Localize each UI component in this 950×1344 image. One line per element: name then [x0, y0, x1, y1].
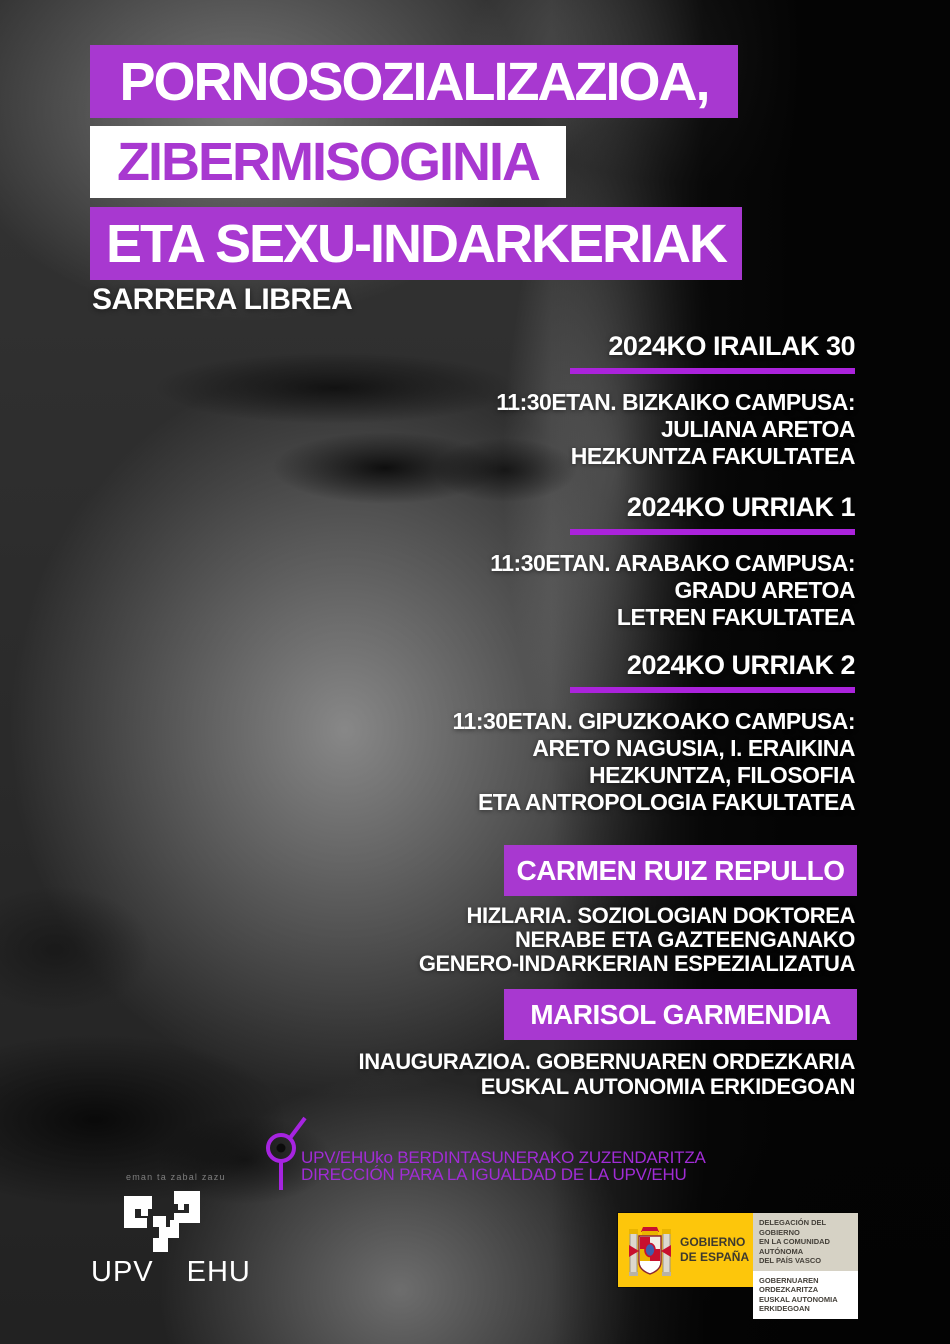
session-line: GRADU ARETOA	[674, 577, 855, 603]
title-block-3	[90, 207, 742, 280]
session-line: LETREN FAKULTATEA	[616, 604, 855, 630]
gov-name	[680, 1235, 749, 1265]
title-block-2	[90, 126, 566, 198]
equality-line-eu: UPV/EHUko BERDINTASUNERAKO ZUZENDARITZA	[301, 1148, 706, 1167]
spain-gov-logo	[618, 1213, 858, 1313]
session-divider	[570, 368, 855, 374]
ehu-acronym: EHU	[186, 1256, 251, 1288]
session-line: ETA ANTROPOLOGIA FAKULTATEA	[477, 789, 855, 815]
speaker-bio-line: GENERO-INDARKERIAN ESPEZIALIZATUA	[418, 951, 855, 976]
speaker-name: MARISOL GARMENDIA	[530, 998, 831, 1030]
delegation-line: GOBERNUAREN ORDEZKARITZA	[759, 1275, 819, 1294]
equality-directorate-text	[301, 1150, 706, 1183]
speaker-name-banner	[504, 845, 857, 896]
delegation-box-es	[753, 1213, 858, 1271]
session-date: 2024KO IRAILAK 30	[608, 331, 855, 361]
speaker-name-banner	[504, 989, 857, 1040]
session-line: ARETO NAGUSIA, I. ERAIKINA	[532, 735, 855, 761]
upv-ehu-logo	[118, 1190, 218, 1254]
title-line-2: ZIBERMISOGINIA	[116, 132, 539, 192]
speaker-name: CARMEN RUIZ REPULLO	[516, 854, 845, 886]
title-line-1: PORNOSOZIALIZAZIOA,	[119, 51, 709, 112]
session-line: JULIANA ARETOA	[660, 416, 855, 442]
session-line: 11:30ETAN. GIPUZKOAKO CAMPUSA:	[452, 708, 855, 734]
delegation-line: EUSKAL AUTONOMIA	[759, 1294, 838, 1304]
gov-name-line: GOBIERNO	[680, 1235, 746, 1249]
delegation-line: DELEGACIÓN DEL GOBIERNO	[759, 1218, 826, 1237]
delegation-box-eu	[753, 1271, 858, 1319]
session-line: 11:30ETAN. ARABAKO CAMPUSA:	[490, 550, 855, 576]
speaker-bio-line: EUSKAL AUTONOMIA ERKIDEGOAN	[480, 1074, 855, 1099]
session-date: 2024KO URRIAK 1	[626, 492, 855, 522]
delegation-line: EN LA COMUNIDAD AUTÓNOMA	[759, 1237, 830, 1256]
session-date: 2024KO URRIAK 2	[626, 650, 855, 680]
gov-delegation-panel	[753, 1213, 858, 1313]
session-line: HEZKUNTZA FAKULTATEA	[570, 443, 855, 469]
gov-name-line: DE ESPAÑA	[680, 1250, 750, 1264]
session-divider	[570, 529, 855, 535]
speaker-bio	[419, 904, 855, 976]
session-block-3	[453, 650, 855, 816]
title-line-3: ETA SEXU-INDARKERIAK	[105, 213, 727, 274]
delegation-line: DEL PAÍS VASCO	[759, 1256, 822, 1265]
session-line: 11:30ETAN. BIZKAIKO CAMPUSA:	[496, 389, 855, 415]
speaker-bio-line: INAUGURAZIOA. GOBERNUAREN ORDEZKARIA	[358, 1049, 855, 1074]
speaker-bio-line: HIZLARIA. SOZIOLOGIAN DOKTOREA	[466, 903, 855, 928]
title-block-1	[90, 45, 738, 118]
equality-line-es: DIRECCIÓN PARA LA IGUALDAD DE LA UPV/EHU	[301, 1164, 687, 1184]
delegation-line: ERKIDEGOAN	[759, 1304, 810, 1313]
upv-acronym: UPV	[91, 1256, 154, 1288]
upv-ehu-acronyms	[91, 1256, 251, 1289]
speaker-bio-line: NERABE ETA GAZTEENGANAKO	[515, 927, 855, 952]
session-divider	[570, 687, 855, 693]
session-block-2	[490, 492, 855, 631]
free-entry-label: SARRERA LIBREA	[92, 283, 353, 316]
upv-motto: eman ta zabal zazu	[126, 1172, 226, 1182]
gov-yellow-panel	[618, 1213, 753, 1287]
spain-coat-of-arms-icon	[627, 1221, 673, 1279]
session-line: HEZKUNTZA, FILOSOFIA	[589, 762, 855, 788]
session-block-1	[496, 331, 855, 470]
speaker-bio	[359, 1049, 856, 1099]
